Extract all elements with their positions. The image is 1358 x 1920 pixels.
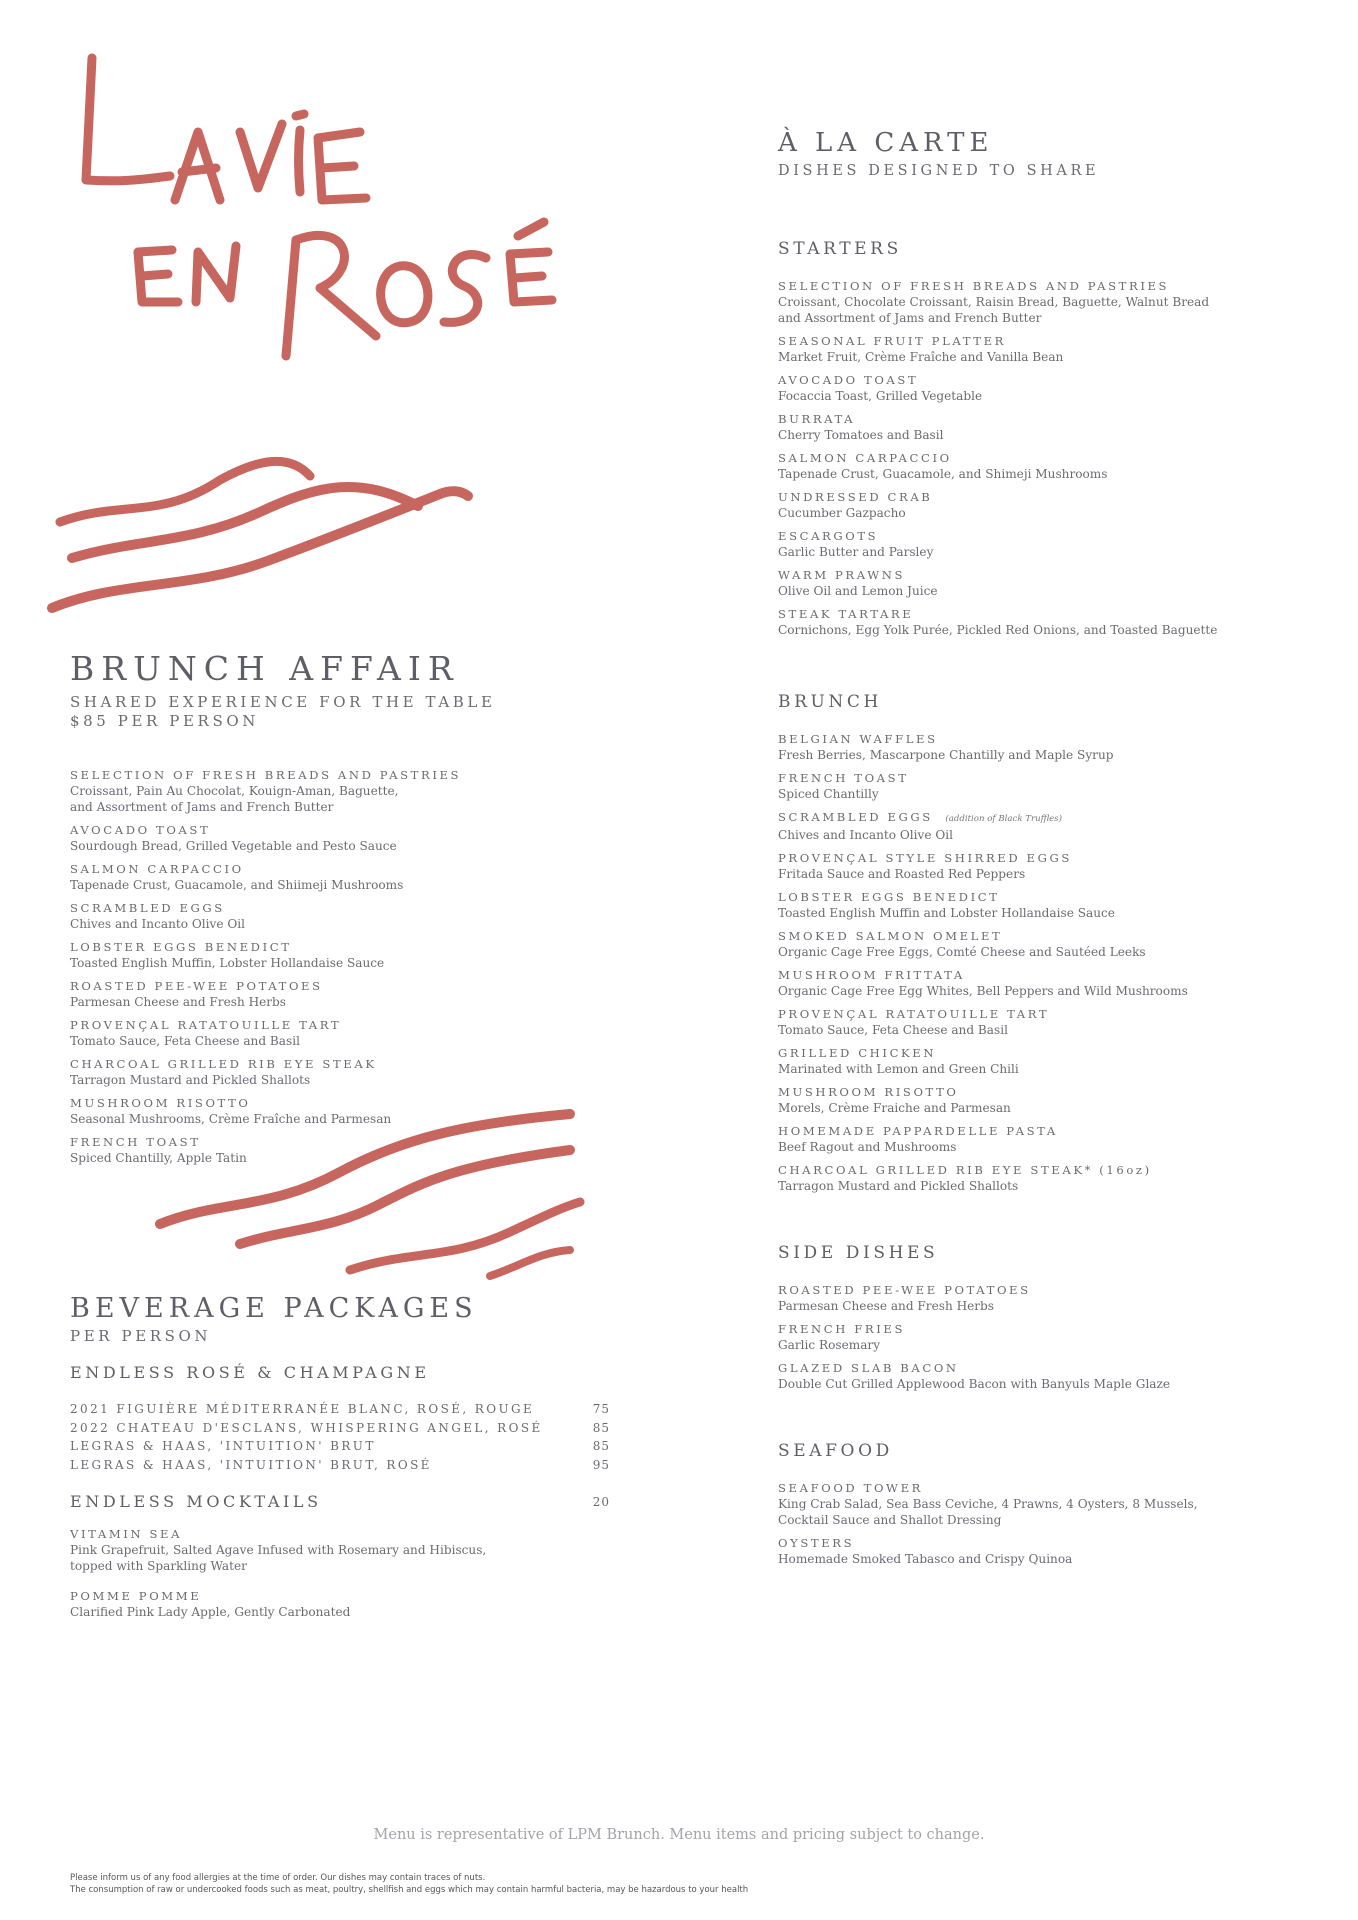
item-description: Toasted English Muffin and Lobster Hollandaise Sauce — [778, 906, 1115, 920]
starters-section — [778, 239, 1318, 645]
list-item — [778, 528, 1318, 560]
wine-row — [70, 1437, 610, 1456]
item-description: Sourdough Bread, Grilled Vegetable and Pesto Sauce — [70, 839, 397, 853]
mocktails-price: 20 — [592, 1494, 610, 1509]
brunch-affair-price: $85 PER PERSON — [70, 712, 259, 730]
brunch-affair-header — [70, 649, 510, 731]
item-name: FRENCH FRIES — [778, 1322, 906, 1336]
list-item — [778, 333, 1318, 365]
list-item — [70, 767, 510, 815]
list-item — [778, 489, 1318, 521]
item-description: Parmesan Cheese and Fresh Herbs — [778, 1299, 995, 1313]
brush-waves-decoration — [40, 440, 500, 630]
brunch-affair-subtitle: SHARED EXPERIENCE FOR THE TABLE — [70, 693, 496, 711]
item-name: SALMON CARPACCIO — [778, 451, 952, 465]
list-item — [70, 1095, 510, 1127]
brunch-section — [778, 692, 1318, 1201]
item-name: SALMON CARPACCIO — [70, 862, 244, 876]
item-name: ROASTED PEE-WEE POTATOES — [70, 979, 323, 993]
list-item — [778, 278, 1318, 326]
item-name: HOMEMADE PAPPARDELLE PASTA — [778, 1124, 1058, 1138]
item-name: PROVENÇAL RATATOUILLE TART — [778, 1007, 1050, 1021]
item-note: (addition of Black Truffles) — [945, 814, 1062, 824]
beverage-packages — [70, 1295, 630, 1627]
item-description: Spiced Chantilly, Apple Tatin — [70, 1151, 247, 1165]
list-item — [778, 1535, 1318, 1567]
item-name: MUSHROOM RISOTTO — [70, 1096, 251, 1110]
allergy-text: Please inform us of any food allergies at the time of order. Our dishes may contain traces of nuts. — [70, 1873, 486, 1883]
list-item — [778, 809, 1318, 843]
item-name: PROVENÇAL STYLE SHIRRED EGGS — [778, 851, 1072, 865]
brunch-title: BRUNCH — [778, 692, 882, 712]
list-item — [778, 928, 1318, 960]
list-item — [70, 1588, 630, 1620]
item-description: Garlic Butter and Parsley — [778, 545, 934, 559]
item-description: Cocktail Sauce and Shallot Dressing — [778, 1513, 1002, 1527]
item-description: Chives and Incanto Olive Oil — [778, 828, 953, 842]
item-description: Tomato Sauce, Feta Cheese and Basil — [778, 1023, 1008, 1037]
brunch-affair-title: BRUNCH AFFAIR — [70, 649, 460, 688]
item-name-text: SCRAMBLED EGGS — [778, 810, 933, 824]
list-item — [70, 1017, 510, 1049]
list-item — [778, 1006, 1318, 1038]
item-name: SELECTION OF FRESH BREADS AND PASTRIES — [70, 768, 462, 782]
item-name: ESCARGOTS — [778, 529, 879, 543]
beverage-title: BEVERAGE PACKAGES — [70, 1293, 478, 1324]
item-description: Croissant, Chocolate Croissant, Raisin Bread, Baguette, Walnut Bread — [778, 295, 1210, 309]
wine-row — [70, 1419, 610, 1438]
item-description: Fresh Berries, Mascarpone Chantilly and Maple Syrup — [778, 748, 1114, 762]
item-name — [778, 809, 1318, 827]
list-item — [778, 567, 1318, 599]
list-item — [778, 1480, 1318, 1528]
item-name: SCRAMBLED EGGS — [70, 901, 225, 915]
list-item — [778, 889, 1318, 921]
item-description: Cucumber Gazpacho — [778, 506, 906, 520]
item-name: UNDRESSED CRAB — [778, 490, 933, 504]
a-la-carte-header — [778, 130, 1318, 181]
item-name: OYSTERS — [778, 1536, 855, 1550]
side-dishes-section — [778, 1243, 1318, 1399]
item-description: topped with Sparkling Water — [70, 1559, 247, 1573]
list-item — [778, 372, 1318, 404]
mocktails-header — [70, 1492, 610, 1512]
item-description: Cherry Tomatoes and Basil — [778, 428, 944, 442]
item-name: CHARCOAL GRILLED RIB EYE STEAK* (16oz) — [778, 1163, 1152, 1177]
list-item — [70, 822, 510, 854]
item-name: STEAK TARTARE — [778, 607, 914, 621]
item-name: BURRATA — [778, 412, 856, 426]
list-item — [70, 1056, 510, 1088]
beverage-subtitle: PER PERSON — [70, 1327, 212, 1345]
side-dishes-title: SIDE DISHES — [778, 1243, 939, 1263]
list-item — [70, 1526, 630, 1574]
list-item — [778, 411, 1318, 443]
list-item — [70, 861, 510, 893]
item-name: BELGIAN WAFFLES — [778, 732, 938, 746]
wine-price: 85 — [592, 1420, 610, 1435]
item-description: Double Cut Grilled Applewood Bacon with Banyuls Maple Glaze — [778, 1377, 1171, 1391]
a-la-carte-title: À LA CARTE — [778, 128, 994, 158]
seafood-title: SEAFOOD — [778, 1441, 893, 1461]
list-item — [778, 850, 1318, 882]
item-name: WARM PRAWNS — [778, 568, 906, 582]
raw-food-warning: The consumption of raw or undercooked foods such as meat, poultry, shellfish and eggs which may contain harmful bacteria, may be hazardous to your health — [70, 1885, 749, 1895]
item-name: SEAFOOD TOWER — [778, 1481, 923, 1495]
menu-disclaimer: Menu is representative of LPM Brunch. Menu items and pricing subject to change. — [373, 1827, 985, 1843]
item-description: Tapenade Crust, Guacamole, and Shiimeji Mushrooms — [70, 878, 404, 892]
item-description: Pink Grapefruit, Salted Agave Infused with Rosemary and Hibiscus, — [70, 1543, 487, 1557]
seafood-section — [778, 1441, 1318, 1574]
item-description: and Assortment of Jams and French Butter — [70, 800, 334, 814]
item-description: Focaccia Toast, Grilled Vegetable — [778, 389, 983, 403]
wine-price: 85 — [592, 1439, 610, 1453]
item-name: SEASONAL FRUIT PLATTER — [778, 334, 1006, 348]
wine-price: 75 — [592, 1402, 610, 1416]
item-description: Olive Oil and Lemon Juice — [778, 584, 938, 598]
item-name: PROVENÇAL RATATOUILLE TART — [70, 1018, 342, 1032]
list-item — [70, 978, 510, 1010]
wine-list — [70, 1400, 630, 1474]
item-name: FRENCH TOAST — [70, 1135, 201, 1149]
item-name: MUSHROOM FRITTATA — [778, 968, 965, 982]
item-name: GLAZED SLAB BACON — [778, 1361, 959, 1375]
item-description: Toasted English Muffin, Lobster Hollandaise Sauce — [70, 956, 385, 970]
item-name: GRILLED CHICKEN — [778, 1046, 937, 1060]
item-description: Seasonal Mushrooms, Crème Fraîche and Parmesan — [70, 1112, 392, 1126]
item-name: FRENCH TOAST — [778, 771, 909, 785]
list-item — [778, 1162, 1318, 1194]
item-description: Garlic Rosemary — [778, 1338, 881, 1352]
list-item — [70, 900, 510, 932]
brunch-affair-list — [70, 767, 510, 1173]
list-item — [778, 1321, 1318, 1353]
item-name: ROASTED PEE-WEE POTATOES — [778, 1283, 1031, 1297]
item-description: Parmesan Cheese and Fresh Herbs — [70, 995, 287, 1009]
la-vie-en-rose-logo — [60, 40, 640, 380]
item-description: Organic Cage Free Egg Whites, Bell Peppers and Wild Mushrooms — [778, 984, 1188, 998]
endless-mocktails-title: ENDLESS MOCKTAILS — [70, 1492, 322, 1511]
item-name: AVOCADO TOAST — [70, 823, 211, 837]
list-item — [70, 939, 510, 971]
item-description: Tarragon Mustard and Pickled Shallots — [70, 1073, 311, 1087]
wine-price: 95 — [592, 1457, 610, 1472]
item-description: Marinated with Lemon and Green Chili — [778, 1062, 1019, 1076]
item-description: Chives and Incanto Olive Oil — [70, 917, 245, 931]
item-name: VITAMIN SEA — [70, 1527, 183, 1541]
list-item — [778, 967, 1318, 999]
item-description: Spiced Chantilly — [778, 787, 879, 801]
item-name: SMOKED SALMON OMELET — [778, 929, 1003, 943]
item-description: Beef Ragout and Mushrooms — [778, 1140, 957, 1154]
item-name: POMME POMME — [70, 1589, 202, 1603]
allergy-notice — [70, 1872, 748, 1896]
starters-title: STARTERS — [778, 239, 902, 259]
list-item — [778, 1123, 1318, 1155]
wine-row — [70, 1400, 610, 1419]
item-description: Croissant, Pain Au Chocolat, Kouign-Aman, Baguette, — [70, 784, 399, 798]
item-description: Organic Cage Free Eggs, Comté Cheese and Sautéed Leeks — [778, 945, 1146, 959]
item-description: Market Fruit, Crème Fraîche and Vanilla Bean — [778, 350, 1064, 364]
item-name: LOBSTER EGGS BENEDICT — [70, 940, 292, 954]
item-description: Homemade Smoked Tabasco and Crispy Quinoa — [778, 1552, 1073, 1566]
list-item — [778, 1360, 1318, 1392]
item-description: Cornichons, Egg Yolk Purée, Pickled Red Onions, and Toasted Baguette — [778, 623, 1218, 637]
item-name: MUSHROOM RISOTTO — [778, 1085, 959, 1099]
wine-name: 2021 FIGUIÈRE MÉDITERRANÉE BLANC, ROSÉ, ROUGE — [70, 1402, 535, 1416]
item-name: LOBSTER EGGS BENEDICT — [778, 890, 1000, 904]
item-name: SELECTION OF FRESH BREADS AND PASTRIES — [778, 279, 1170, 293]
list-item — [778, 450, 1318, 482]
endless-rose-title: ENDLESS ROSÉ & CHAMPAGNE — [70, 1363, 430, 1382]
list-item — [778, 731, 1318, 763]
list-item — [778, 1282, 1318, 1314]
item-description: Morels, Crème Fraiche and Parmesan — [778, 1101, 1011, 1115]
wine-name: LEGRAS & HAAS, 'INTUITION' BRUT — [70, 1439, 376, 1453]
item-description: Fritada Sauce and Roasted Red Peppers — [778, 867, 1026, 881]
list-item — [70, 1134, 510, 1166]
list-item — [778, 1045, 1318, 1077]
item-name: AVOCADO TOAST — [778, 373, 919, 387]
item-description: Clarified Pink Lady Apple, Gently Carbonated — [70, 1605, 351, 1619]
item-description: King Crab Salad, Sea Bass Ceviche, 4 Prawns, 4 Oysters, 8 Mussels, — [778, 1497, 1198, 1511]
item-description: Tomato Sauce, Feta Cheese and Basil — [70, 1034, 300, 1048]
item-description: Tarragon Mustard and Pickled Shallots — [778, 1179, 1019, 1193]
wine-row — [70, 1456, 610, 1475]
mocktail-list — [70, 1526, 630, 1620]
a-la-carte-subtitle: DISHES DESIGNED TO SHARE — [778, 163, 1100, 179]
item-name: CHARCOAL GRILLED RIB EYE STEAK — [70, 1057, 377, 1071]
list-item — [778, 606, 1318, 638]
item-description: and Assortment of Jams and French Butter — [778, 311, 1042, 325]
item-description: Tapenade Crust, Guacamole, and Shimeji Mushrooms — [778, 467, 1108, 481]
list-item — [778, 1084, 1318, 1116]
list-item — [778, 770, 1318, 802]
wine-name: LEGRAS & HAAS, 'INTUITION' BRUT, ROSÉ — [70, 1457, 432, 1472]
wine-name: 2022 CHATEAU D'ESCLANS, WHISPERING ANGEL, ROSÉ — [70, 1420, 543, 1435]
